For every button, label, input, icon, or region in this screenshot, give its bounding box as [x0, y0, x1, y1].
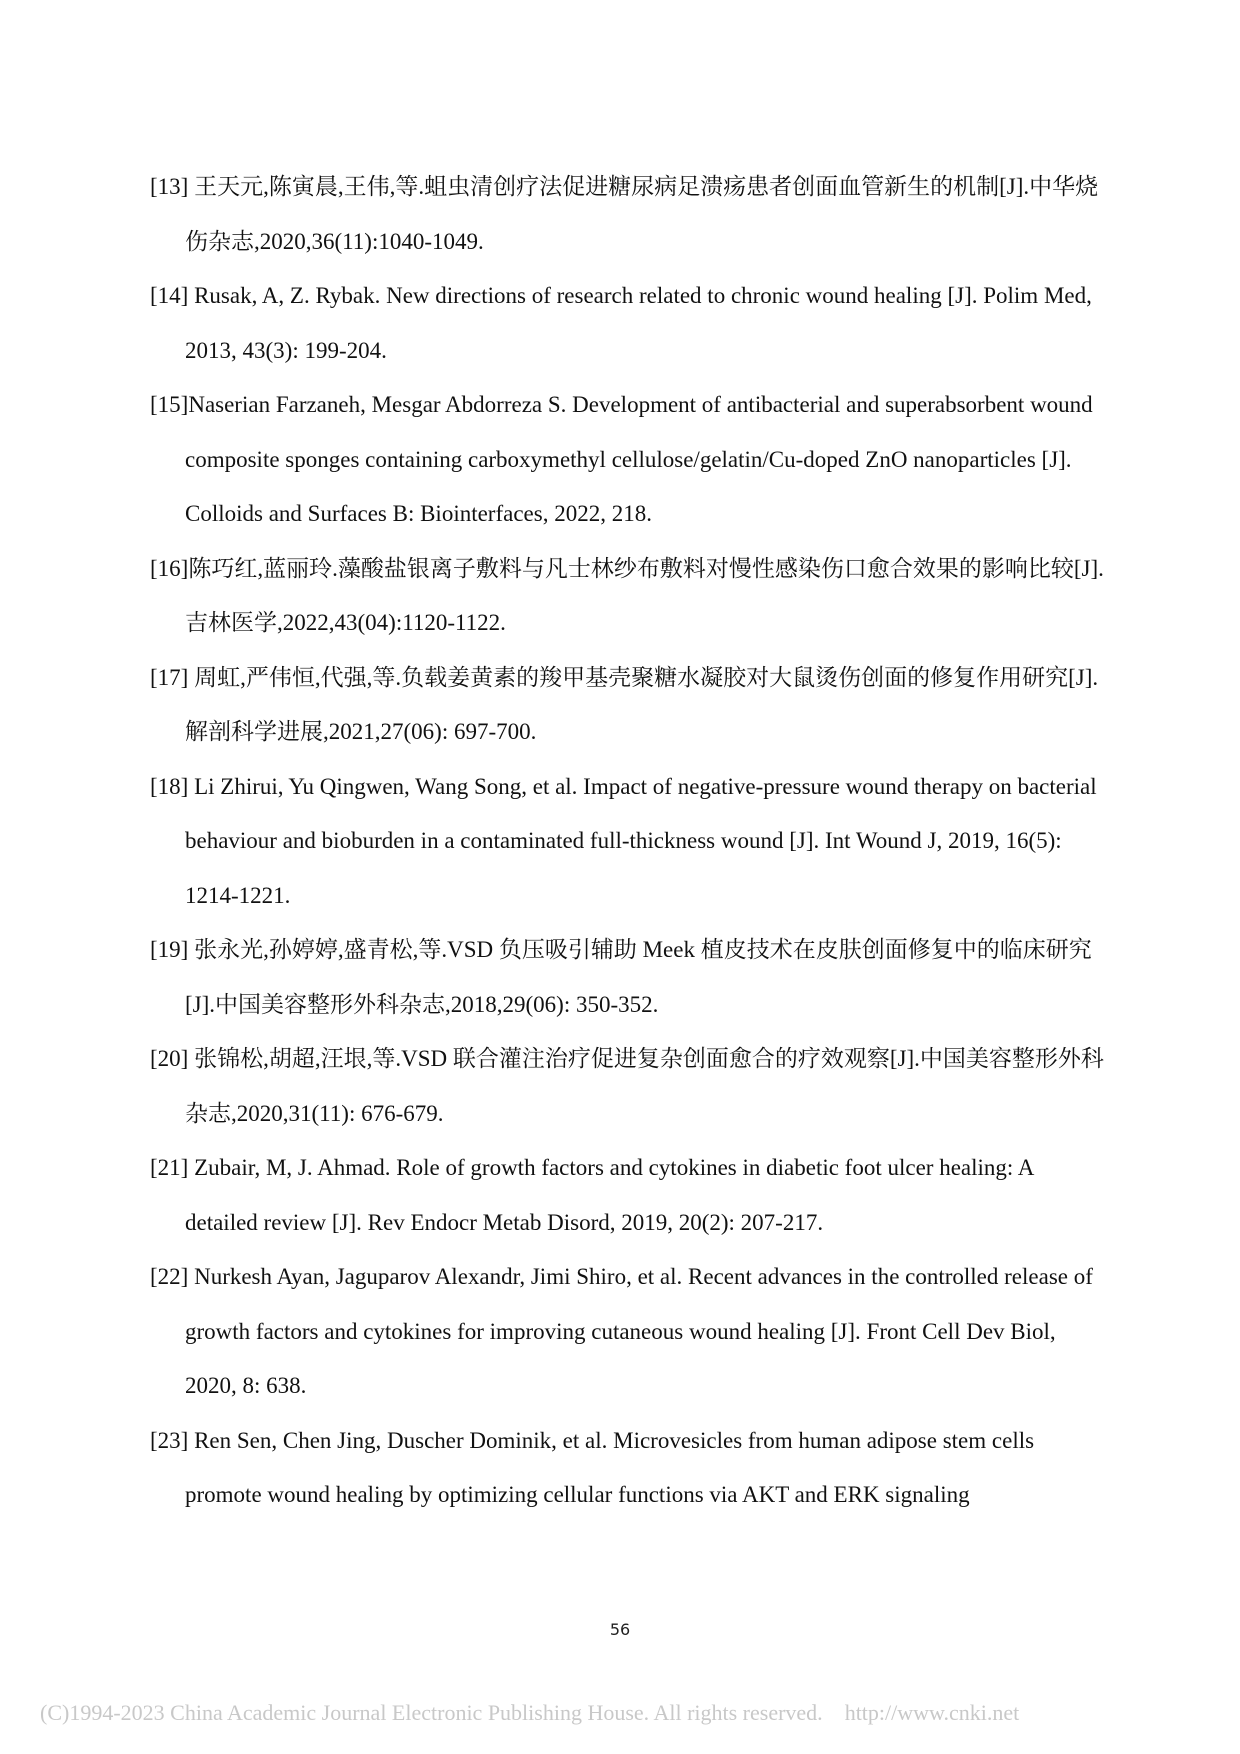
reference-text: Rusak, A, Z. Rybak. New directions of research related to chronic wound healing [J]. Polim Med, 2013, 43(3): 199-204.: [185, 283, 1092, 363]
reference-15: [150, 378, 1105, 542]
reference-text: Ren Sen, Chen Jing, Duscher Dominik, et al. Microvesicles from human adipose stem cells promote wound healing by optimizing cellular functions via AKT and ERK signaling: [185, 1427, 1035, 1507]
reference-number: [23]: [150, 1427, 189, 1453]
reference-number: [18]: [150, 773, 189, 799]
reference-text: Zubair, M, J. Ahmad. Role of growth factors and cytokines in diabetic foot ulcer healing: A detailed review [J]. Rev Endocr Metab Disord, 2019, 20(2): 207-217.: [185, 1155, 1034, 1235]
reference-number: [17]: [150, 664, 189, 690]
reference-number: [21]: [150, 1155, 189, 1180]
reference-text: 张永光,孙婷婷,盛青松,等.VSD 负压吸引辅助 Meek 植皮技术在皮肤创面修复中的临床研究[J].中国美容整形外科杂志,2018,29(06): 350-352.: [185, 937, 1092, 1017]
reference-number: [13]: [150, 174, 189, 199]
reference-text: Nurkesh Ayan, Jaguparov Alexandr, Jimi Shiro, et al. Recent advances in the controlled release of growth factors and cytokines for improving cutaneous wound healing [J]. Front Cell Dev Biol, 2020, 8: 638.: [185, 1264, 1093, 1398]
copyright-footer: [40, 1700, 1220, 1726]
reference-18: [150, 760, 1105, 924]
footer-url: http://www.cnki.net: [844, 1700, 1020, 1725]
reference-20: [150, 1032, 1105, 1141]
reference-text: 周虹,严伟恒,代强,等.负载姜黄素的羧甲基壳聚糖水凝胶对大鼠烫伤创面的修复作用研究[J].解剖科学进展,2021,27(06): 697-700.: [185, 664, 1099, 744]
reference-17: [150, 651, 1105, 760]
reference-text: 陈巧红,蓝丽玲.藻酸盐银离子敷料与凡士林纱布敷料对慢性感染伤口愈合效果的影响比较[J].吉林医学,2022,43(04):1120-1122.: [185, 555, 1104, 635]
reference-text: Li Zhirui, Yu Qingwen, Wang Song, et al. Impact of negative-pressure wound therapy on bacterial behaviour and bioburden in a contaminated full-thickness wound [J]. Int Wound J, 2019, 16(5): 1214-1221.: [185, 773, 1097, 908]
reference-number: [22]: [150, 1264, 189, 1289]
reference-number: [16]: [150, 555, 189, 581]
reference-number: [19]: [150, 937, 189, 962]
reference-16: [150, 542, 1105, 651]
reference-number: [20]: [150, 1046, 189, 1071]
reference-19: [150, 923, 1105, 1032]
reference-text: 张锦松,胡超,汪垠,等.VSD 联合灌注治疗促进复杂创面愈合的疗效观察[J].中国美容整形外科杂志,2020,31(11): 676-679.: [185, 1046, 1104, 1126]
reference-14: [150, 269, 1105, 378]
reference-text: 王天元,陈寅晨,王伟,等.蛆虫清创疗法促进糖尿病足溃疡患者创面血管新生的机制[J].中华烧伤杂志,2020,36(11):1040-1049.: [185, 174, 1099, 254]
reference-number: [14]: [150, 283, 189, 308]
reference-23: [150, 1414, 1105, 1523]
reference-21: [150, 1141, 1105, 1250]
copyright-text: (C)1994-2023 China Academic Journal Electronic Publishing House. All rights reserved.: [40, 1700, 823, 1725]
reference-list: [150, 160, 1105, 1523]
reference-number: [15]: [150, 392, 189, 417]
reference-22: [150, 1250, 1105, 1414]
reference-13: [150, 160, 1105, 269]
page-number: 56: [609, 1620, 631, 1639]
reference-text: Naserian Farzaneh, Mesgar Abdorreza S. Development of antibacterial and superabsorbent wound composite sponges containing carboxymethyl cellulose/gelatin/Cu-doped ZnO nanoparticles [J]. Colloids and Surfaces B: Biointerfaces, 2022, 218.: [185, 392, 1093, 526]
